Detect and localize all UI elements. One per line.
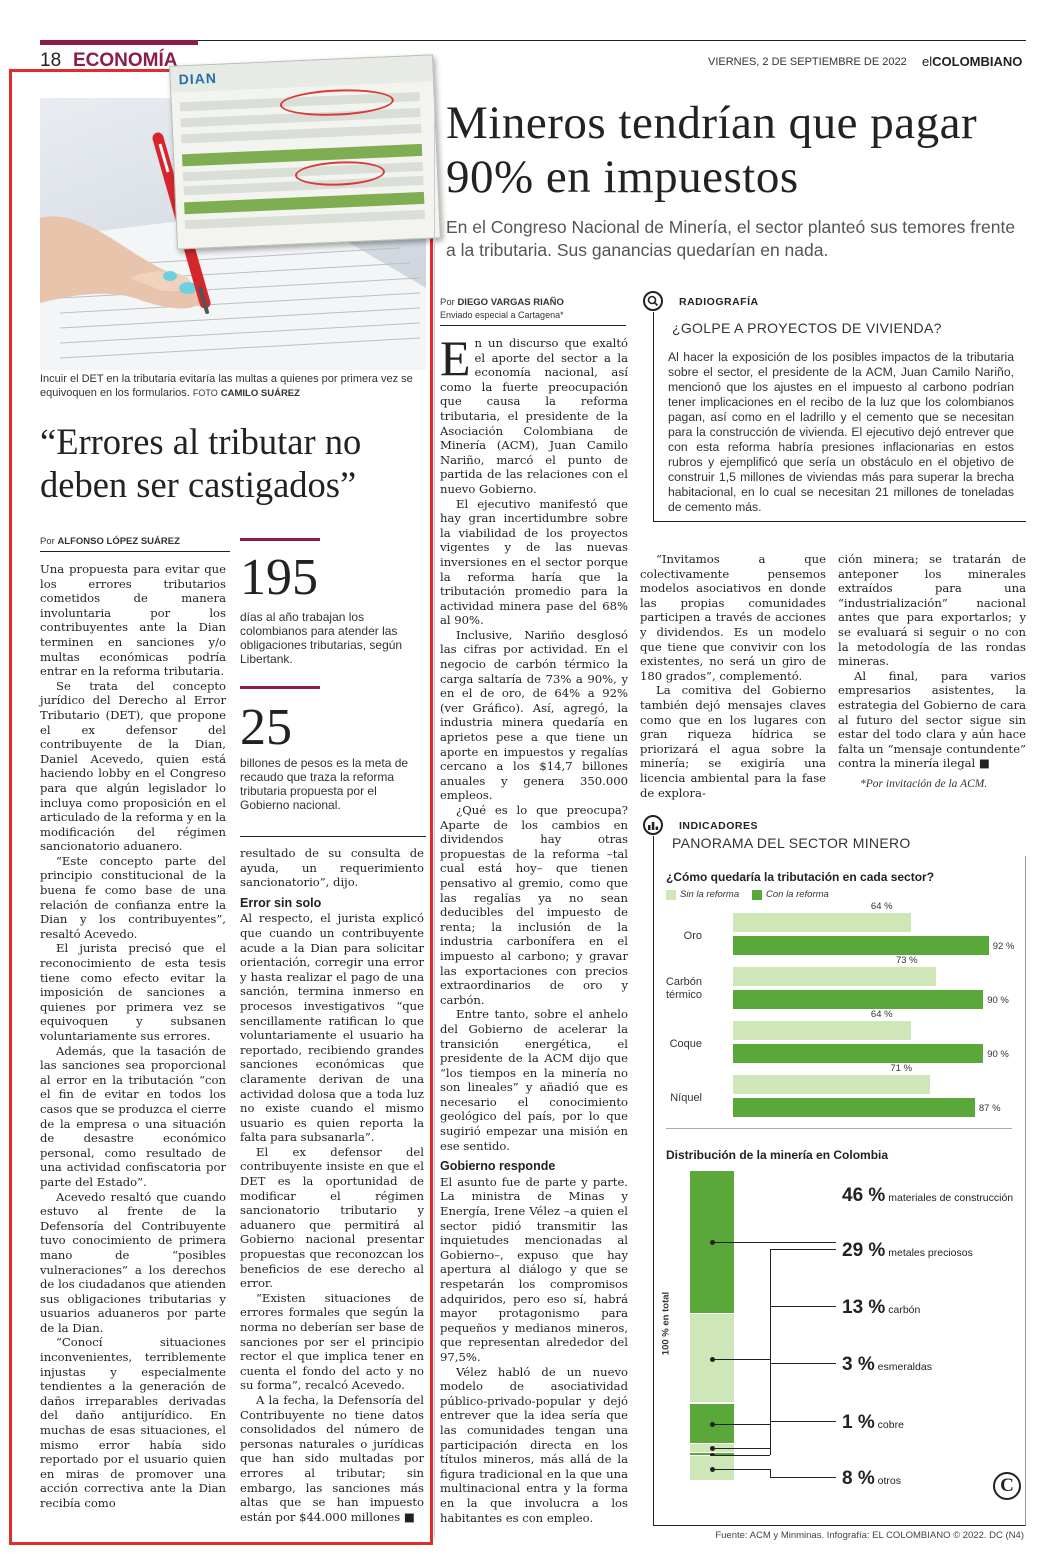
stat-rule: [240, 686, 320, 689]
segment-pct: 13 %: [842, 1297, 886, 1318]
section-accent-bar: [40, 40, 198, 45]
left-article-byline: Por ALFONSO LÓPEZ SUÁREZ: [40, 536, 180, 547]
drop-cap: E: [440, 330, 471, 386]
photo-credit-name: CAMILO SUÁREZ: [220, 388, 300, 399]
photo-credit-label: FOTO: [192, 388, 218, 398]
paragraph: Al final, para varios empresarios asistentes, la estrategia del Gobierno de cara al futuro del sector sigue sin estar del todo clara y aún hace falta un “mensaje contundente” contra la minería ilegal ■: [838, 668, 1026, 771]
bar-value-label: 92 %: [992, 941, 1015, 952]
bar-value-label: 73 %: [895, 955, 918, 966]
indicadores-rule: [653, 836, 654, 856]
dian-form-row: [185, 210, 425, 229]
segment-pct: 8 %: [842, 1468, 875, 1489]
radiografia-icon: [643, 291, 663, 311]
lead-paragraph: En un discurso que exaltó el aporte del sector a la economía nacional, así como la fuerte preocupación que causa la reforma tributaria, el presidente de la Asociación Colombiana de Minería (ACM), Juan Camilo Nariño, marcó el punto de partida de las relaciones con el nuevo Gobierno.: [440, 330, 628, 496]
category-label-line: Oro: [683, 930, 702, 942]
paragraph: Además, que la tasación de las sanciones sea proporcional al error en la tributación “con el fin de evitar en todos los casos que se produzca el cierre de la empresa o una situación de desastre económico personal, como resultado de una actividad confiscatoria por parte del Estado”.: [40, 1043, 226, 1189]
paragraph: A la fecha, la Defensoría del Contribuyente no tiene datos consolidados del número de personas naturales o jurídicas que han sido multadas por errores al tributar; sin embargo, las sanciones más altas que se han impuesto están por $44.000 millones ■: [240, 1392, 424, 1524]
magnifier-icon: [645, 293, 661, 309]
paragraph: El jurista precisó que el reconocimiento de esta tesis tiene como efecto evitar la imposición de sanciones a quienes por primera vez se equivoquen y subsanen voluntariamente sus errores.: [40, 941, 226, 1043]
infographic-source: Fuente: ACM y Minminas. Infografía: EL COLOMBIANO © 2022. DC (N4): [715, 1530, 1024, 1541]
bar-chart-icon: [645, 817, 661, 833]
paragraph: ¿Qué es lo que preocupa? Aparte de los cambios en dividendos hay otras propuestas de la reforma –tal cual está hoy– que tienen pensativo al gremio, como que las regalías ya no sean deducibles del impuesto de renta; la inclusión de la industria carbonífera en el impuesto al carbono; y gravar las exportaciones con precios extraordinarios de oro y carbón.: [440, 803, 628, 1007]
segment-pct: 29 %: [842, 1240, 886, 1261]
segment-name: otros: [874, 1475, 902, 1487]
indicadores-box: [653, 856, 1026, 1526]
stat-desc-25: billones de pesos es la meta de recaudo que traza la reforma tributaria propuesta por el Gobierno nacional.: [240, 756, 409, 812]
main-byline-rule: [440, 325, 626, 326]
legend-label-con-reforma: Con la reforma: [766, 889, 829, 900]
main-article-title: Mineros tendrían que pagar 90% en impuestos: [446, 97, 978, 203]
bar-value-label: 64 %: [870, 901, 893, 912]
indicadores-icon: [643, 815, 663, 835]
brand-el: el: [922, 54, 933, 69]
paragraph: Entre tanto, sobre el anhelo del Gobierno de acelerar la transición energética, el presidente de la ACM dijo que “los tiempos en la minería no son lineales” y añadió que es necesario el conocimiento geológico del país, por lo que sugirió empezar una misión en ese sentido.: [440, 1007, 628, 1153]
bar-value-label: 64 %: [870, 1009, 893, 1020]
chart1-baseline: [666, 1128, 1012, 1129]
bar-value-label: 90 %: [987, 995, 1009, 1006]
category-label-line: Carbón: [665, 976, 702, 988]
chart2-title: Distribución de la minería en Colombia: [666, 1148, 889, 1162]
indicadores-label: INDICADORES: [679, 820, 759, 832]
paragraph: “Este concepto parte del principio constitucional de la buena fe como base de una relación de confianza entre la Dian y los contribuyentes”, resaltó Acevedo.: [40, 853, 226, 941]
paragraph: El asunto fue de parte y parte. La ministra de Minas y Energía, Irene Vélez –a quien el sector pidió transmitir las inquietudes mencionadas al Gobierno–, expuso que hay apertura al diálogo y que se respetarán los compromisos adquiridos, pero eso sí, habrá mayor protagonismo para pequeños y medianos mineros, que representan alrededor del 97,5%.: [440, 1174, 628, 1364]
main-article-footnote: *Por invitación de la ACM.: [860, 778, 988, 790]
paragraph: La comitiva del Gobierno también dejó mensajes claves como que en los lugares con gran riqueza hídrica se priorizará el agua sobre la minería; se exigiría una licencia ambiental para la fase de explora-: [640, 683, 826, 800]
bar-value-label: 87 %: [978, 1103, 1001, 1114]
photo-caption: Incuir el DET en la tributaria evitaría las multas a quienes por primera vez se equivoquen en los formularios. FOTO CAMILO SUÁREZ: [40, 373, 413, 399]
logo-letter: C: [1000, 1475, 1014, 1496]
dian-logo: DIAN: [178, 69, 218, 88]
category-label-line: Níquel: [670, 1092, 702, 1104]
paragraph: El ejecutivo manifestó que hay gran incertidumbre sobre la viabilidad de los proyectos vigentes y de las nuevas inversiones en el sector porque la reforma haría que la tributación promedio para la actividad minera pase del 68% al 90%.: [440, 496, 628, 628]
left-article-title: “Errores al tributar no deben ser castigados”: [40, 421, 362, 505]
radiografia-rule: [653, 312, 654, 342]
bar-value-label: 71 %: [890, 1063, 913, 1074]
left-article-col1: [40, 562, 226, 1511]
chart1-title: ¿Cómo quedaría la tributación en cada sector?: [666, 870, 935, 884]
radiografia-text: Al hacer la exposición de los posibles impactos de la tributaria sobre el sector, el presidente de la ACM, Juan Camilo Nariño, mencionó que los ajustes en el impuesto al carbono podrían tener implicaciones en el recibo de la luz que los colombianos pagan, así como en el ladrillo y el cemento que se necesitan para la construcción de vivienda. El ejecutivo dejó entrever que con esta reforma habría presiones inflacionarias en estos rubros y ejemplificó que sería un obstáculo en el objetivo de construir 1,5 millones de viviendas más para superar la brecha habitacional, en lo cual se necesitan 21 millones de toneladas de cemento más.: [668, 350, 1014, 514]
brand-name: COLOMBIANO: [932, 54, 1023, 69]
paragraph: Se trata del concepto jurídico del Derecho al Error Tributario (DET), que propone el ex defensor del contribuyente de la Dian, Daniel Acevedo, quien está haciendo lobby en el Congreso para que algún legislador lo incluya como proposición en el articulado de la reforma y en la modificación del régimen sancionatorio aduanero.: [40, 678, 226, 854]
main-article-col2: [640, 552, 826, 800]
main-article-col1: [440, 330, 628, 1525]
segment-name: esmeraldas: [874, 1361, 932, 1373]
stat-bottom-rule: [240, 836, 426, 837]
paragraph: Al respecto, el jurista explicó que cuando un contribuyente acude a la Dian para solicitar orientación, corregir una error y hasta realizar el pago de una sanción, termina inmerso en procesos investigativos “que sencillamente ratifican lo que voluntariamente el usuario ha reportado, recibiendo grandes sanciones económicas que claramente derivan de una actividad dolosa que a toda luz no existe cuando el mismo usuario es quien reporta la falta para subsanarla”.: [240, 911, 424, 1145]
colombiano-logo: [993, 1472, 1021, 1500]
chart2-vertical-label: 100 % en total: [660, 1291, 672, 1356]
stat-desc-195: días al año trabajan los colombianos para atender las obligaciones tributarias, según Libertank.: [240, 610, 403, 666]
legend-swatch-con-reforma: [752, 890, 762, 900]
paragraph: “Invitamos a que colectivamente pensemos modelos asociativos en donde las propias comunidades participen a través de acciones y dividendos. Es un modelo que tiene que convivir con los existentes, no será un giro de 180 grados”, complementó.: [640, 552, 826, 683]
indicadores-title: PANORAMA DEL SECTOR MINERO: [672, 835, 911, 851]
legend-swatch-sin-reforma: [666, 890, 676, 900]
paragraph: “Existen situaciones de errores formales que según la norma no deberían ser base de sanciones por ser el principio rector el que implica tener en cuenta el fondo del acto y no su forma”, recalcó Acevedo.: [240, 1290, 424, 1393]
stat-rule: [240, 538, 320, 541]
paragraph: Una propuesta para evitar que los errores tributarios cometidos de manera involuntaria por los contribuyentes ante la Dian terminen en sanciones y/o multas económicas podría entrar en la reforma tributaria.: [40, 562, 226, 679]
paragraph: Acevedo resaltó que cuando estuvo al frente de la Defensoría del Contribuyente tuvo conocimiento de primera mano de “posibles vulneraciones” a los derechos de los ciudadanos que atienden sus obligaciones tributarias y usuarios aduaneros por parte de la Dian.: [40, 1189, 226, 1335]
main-column-divider: [434, 98, 435, 1538]
segment-name: metales preciosos: [885, 1247, 973, 1259]
paragraph: ción minera; se tratarán de anteponer los minerales extraídos para una “industrialización” nacional antes que para exportarlos; y se evaluará si seguir o no con la metodología de las rondas mineras.: [838, 552, 1026, 669]
segment-name: materiales de construcción: [885, 1192, 1014, 1204]
main-article-subtitle: En el Congreso Nacional de Minería, el sector planteó sus temores frente a la tributaria. Sus ganancias quedarían en nada.: [446, 217, 1016, 260]
category-label-line: Coque: [669, 1038, 702, 1050]
bar-value-label: 90 %: [987, 1049, 1009, 1060]
section-name: ECONOMÍA: [73, 50, 178, 71]
paragraph: Vélez habló de un nuevo modelo de asociatividad público-privado-popular y dejó entrever que la idea sería que las comunidades tengan una participación directa en los títulos mineros, más allá de la figura tradicional en la que una multinacional entra y la forma en la que involucra a los habitantes es con empleo.: [440, 1364, 628, 1525]
left-article-col2: [240, 846, 424, 1524]
paragraph: El ex defensor del contribuyente insiste en que el DET es la oportunidad de modificar el régimen sancionatorio tributario y aduanero que permitirá al Gobierno nacional presentar propuestas que reconozcan los beneficios de ese derecho al error.: [240, 1144, 424, 1291]
dian-screen-inset: [169, 54, 441, 249]
subhead-gobierno-responde: Gobierno responde: [440, 1159, 556, 1174]
segment-name: carbón: [885, 1304, 921, 1316]
segment-name: cobre: [874, 1419, 904, 1431]
issue-date: VIERNES, 2 DE SEPTIEMBRE DE 2022: [708, 56, 907, 68]
category-label-line: térmico: [665, 989, 702, 1001]
main-article-byline-note: Enviado especial a Cartagena*: [440, 310, 564, 320]
segment-pct: 1 %: [842, 1412, 875, 1433]
paragraph: resultado de su consulta de ayuda, un requerimiento sancionatorio”, dijo.: [240, 846, 424, 890]
segment-pct: 46 %: [842, 1185, 886, 1206]
left-byline-rule: [40, 551, 230, 552]
radiografia-label: RADIOGRAFÍA: [679, 296, 759, 308]
legend-label-sin-reforma: Sin la reforma: [680, 889, 740, 900]
main-article-byline: Por DIEGO VARGAS RIAÑO: [440, 297, 564, 308]
stat-number-25: 25: [240, 699, 292, 756]
stat-number-195: 195: [240, 549, 318, 606]
paragraph: “Conocí situaciones inconvenientes, terriblemente injustas y especialmente tendientes a la generación de daños irreparables derivadas del daño antijurídico. En muchas de esas situaciones, el mismo error había sido reportado por el usuario quien en miras de promover una acción correctiva ante la Dian recibía como: [40, 1335, 226, 1510]
segment-pct: 3 %: [842, 1354, 875, 1375]
paragraph: Inclusive, Nariño desglosó las cifras por actividad. En el negocio de carbón térmico la carga saltaría de 73% a 90%, y en el de oro, de 64% a 92% (ver Gráfico). Así, agregó, la industria minera quedaría en aprietos pese a que tiene un aporte en impuestos y regalías cercano a los $14,7 billones anuales y genera 350.000 empleos.: [440, 627, 628, 803]
subhead-error-sin-solo: Error sin solo: [240, 895, 322, 910]
masthead-brand: [922, 54, 1022, 69]
radiografia-title: ¿GOLPE A PROYECTOS DE VIVIENDA?: [672, 320, 942, 336]
page-number: 18: [40, 50, 62, 71]
dian-form-row: [181, 124, 421, 143]
main-article-col3: [838, 552, 1026, 771]
